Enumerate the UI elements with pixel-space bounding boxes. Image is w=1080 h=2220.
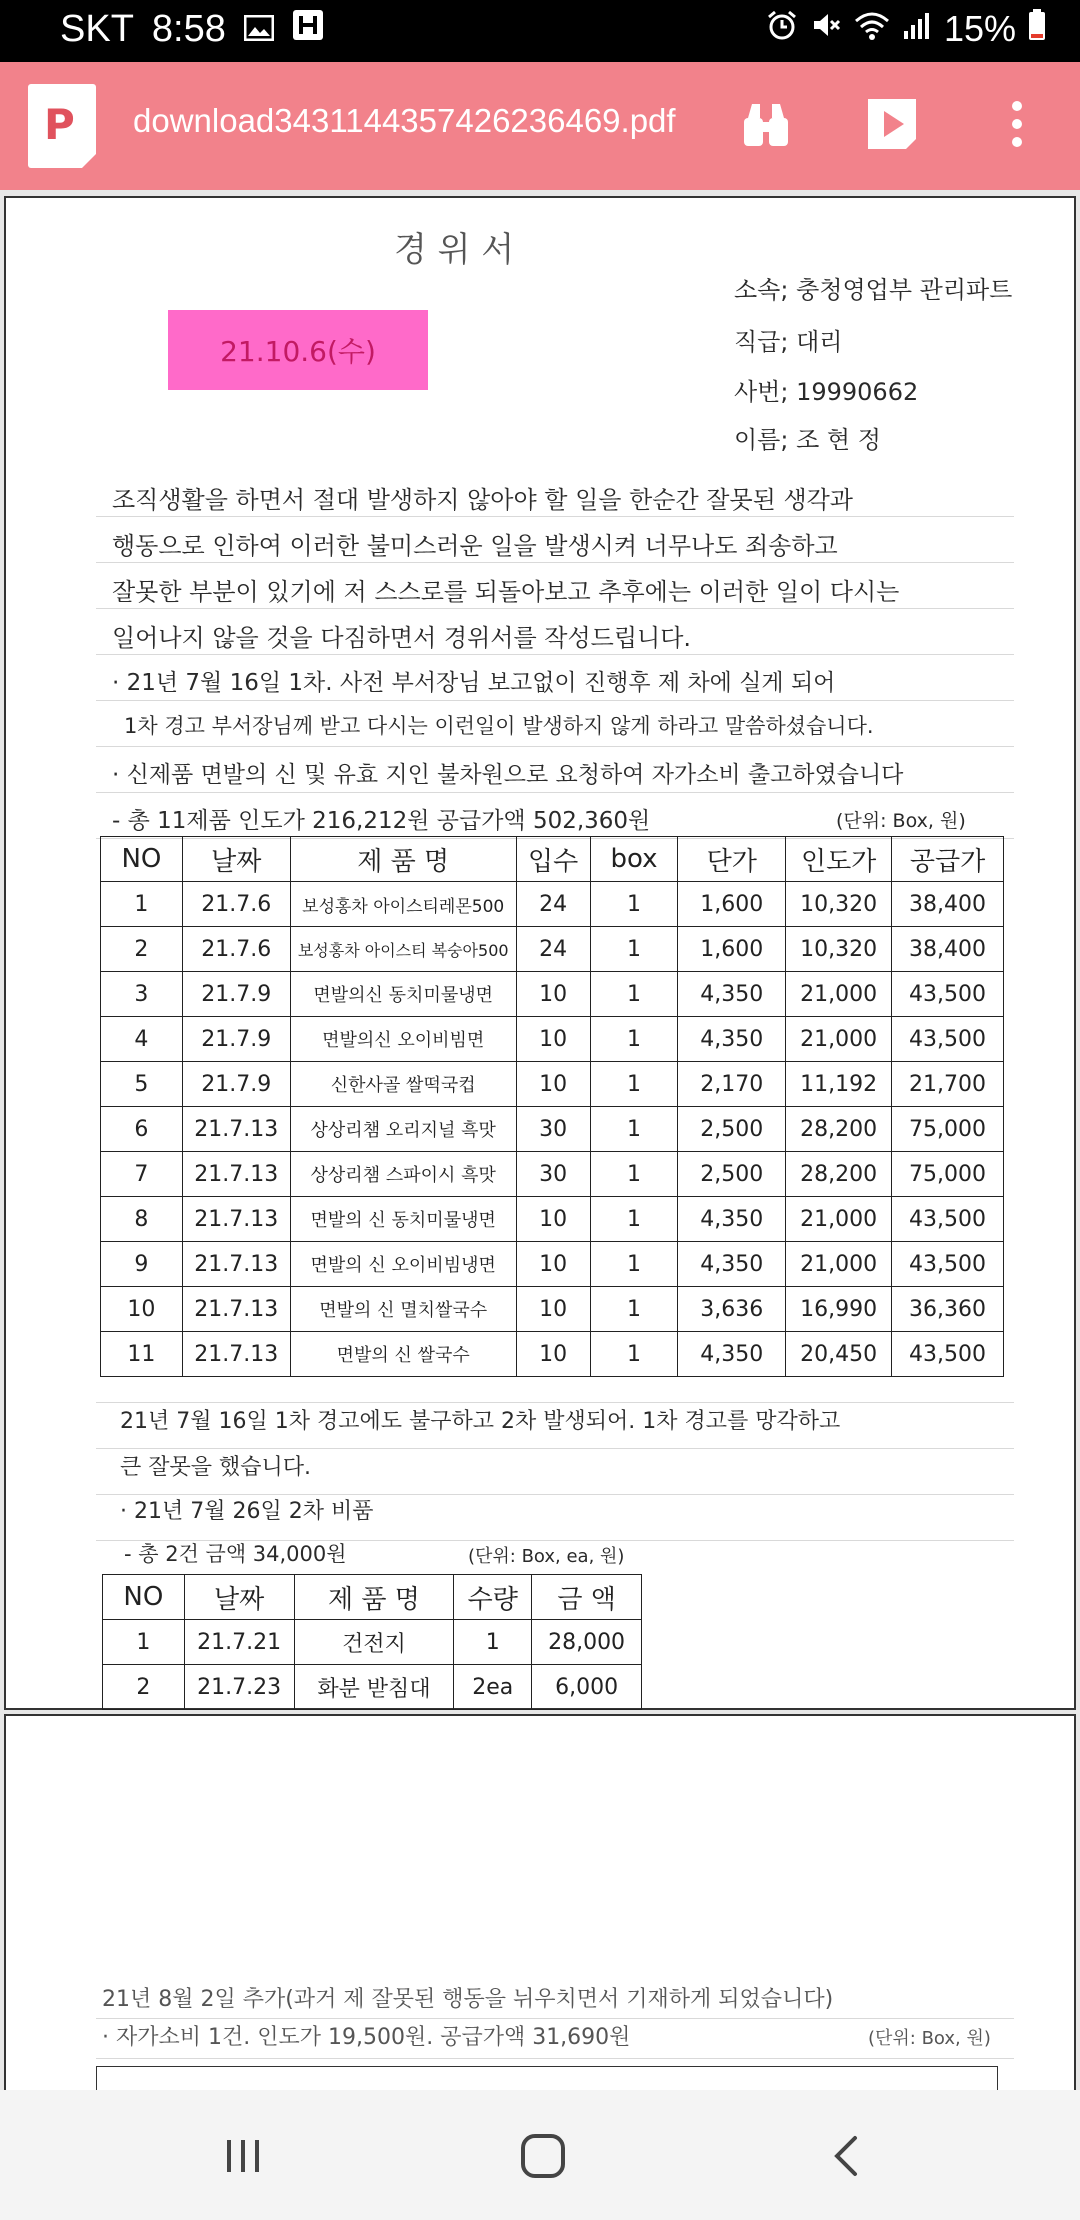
cell: 21,000 — [786, 972, 892, 1017]
app-toolbar — [0, 62, 1080, 190]
cell: 21,000 — [786, 1017, 892, 1062]
column-header: 제 품 명 — [294, 1575, 454, 1620]
cell: 36,360 — [892, 1287, 1004, 1332]
cell: 면발의 신 오이비빔냉면 — [290, 1242, 516, 1287]
column-header: NO — [101, 837, 183, 882]
cell: 1 — [454, 1620, 532, 1665]
cell: 28,000 — [532, 1620, 642, 1665]
cell: 21.7.9 — [182, 1017, 290, 1062]
summary-2: - 총 2건 금액 34,000원 — [124, 1542, 347, 1566]
intro-line: 행동으로 인하여 이러한 불미스러운 일을 발생시켜 너무나도 죄송하고 — [112, 532, 838, 560]
battery-icon — [1028, 8, 1046, 50]
cell: 21.7.21 — [184, 1620, 294, 1665]
table-row — [103, 1665, 642, 1710]
image-icon — [244, 8, 274, 51]
column-header: 날짜 — [184, 1575, 294, 1620]
cell: 1 — [590, 927, 678, 972]
column-header: 인도가 — [786, 837, 892, 882]
alarm-icon — [766, 8, 798, 50]
cell: 4,350 — [678, 972, 786, 1017]
table-row — [101, 882, 1004, 927]
cell: 상상리챔 스파이시 흑맛 — [290, 1152, 516, 1197]
cell: 21.7.13 — [182, 1197, 290, 1242]
cell: 10 — [516, 1332, 590, 1377]
page2-unit: (단위: Box, 원) — [868, 2028, 991, 2049]
cell: 21.7.23 — [184, 1665, 294, 1710]
cell: 43,500 — [892, 1242, 1004, 1287]
cell: 4,350 — [678, 1197, 786, 1242]
cell: 10 — [101, 1287, 183, 1332]
cell: 8 — [101, 1197, 183, 1242]
intro-line: 조직생활을 하면서 절대 발생하지 않아야 할 일을 한순간 잘못된 생각과 — [112, 486, 853, 514]
pdf-page-2 — [4, 1714, 1076, 2090]
cell: 38,400 — [892, 882, 1004, 927]
cell: 4,350 — [678, 1332, 786, 1377]
cell: 21,700 — [892, 1062, 1004, 1107]
cell: 21.7.13 — [182, 1287, 290, 1332]
column-header: 날짜 — [182, 837, 290, 882]
intro-line: 잘못한 부분이 있기에 저 스스로를 되돌아보고 추후에는 이러한 일이 다시는 — [112, 578, 900, 606]
back-icon — [827, 2132, 867, 2180]
status-bar — [0, 0, 1080, 62]
document-title: 경 위 서 — [394, 230, 515, 270]
cell: 4,350 — [678, 1017, 786, 1062]
page2-table-top — [96, 2066, 998, 2090]
cell: 1 — [590, 1332, 678, 1377]
cell: 면발의신 오이비빔면 — [290, 1017, 516, 1062]
cell: 1 — [101, 882, 183, 927]
column-header: 공급가 — [892, 837, 1004, 882]
cell: 면발의 신 동치미물냉면 — [290, 1197, 516, 1242]
table-row — [101, 1017, 1004, 1062]
table-row — [101, 972, 1004, 1017]
cell: 면발의 신 멸치쌀국수 — [290, 1287, 516, 1332]
pdf-app-icon[interactable] — [28, 84, 96, 168]
cell: 2,170 — [678, 1062, 786, 1107]
cell: 10 — [516, 972, 590, 1017]
more-options-button[interactable] — [985, 92, 1049, 156]
unit-2: (단위: Box, ea, 원) — [468, 1546, 625, 1567]
wifi-icon — [854, 8, 890, 50]
cell: 21.7.6 — [182, 927, 290, 972]
cell: 16,990 — [786, 1287, 892, 1332]
cell: 1 — [103, 1620, 185, 1665]
cell: 2ea — [454, 1665, 532, 1710]
table-row — [101, 1242, 1004, 1287]
cell: 21,000 — [786, 1242, 892, 1287]
cell: 24 — [516, 927, 590, 972]
cell: 28,200 — [786, 1107, 892, 1152]
cell: 10,320 — [786, 927, 892, 972]
intro-line: 일어나지 않을 것을 다짐하면서 경위서를 작성드립니다. — [112, 624, 692, 652]
cell: 21,000 — [786, 1197, 892, 1242]
cell: 1 — [590, 1287, 678, 1332]
play-icon — [866, 97, 918, 151]
back-button[interactable] — [807, 2126, 887, 2186]
mute-icon — [810, 8, 842, 50]
cell: 1 — [590, 1062, 678, 1107]
column-header: box — [590, 837, 678, 882]
incident2-line: 큰 잘못을 했습니다. — [120, 1455, 311, 1480]
cell: 1 — [590, 1197, 678, 1242]
cell: 신한사골 쌀떡국컵 — [290, 1062, 516, 1107]
incident1-line: 1차 경고 부서장님께 받고 다시는 이런일이 발생하지 않게 하라고 말씀하셨습니다. — [124, 714, 874, 738]
pdf-page-1 — [4, 196, 1076, 1710]
cell: 10 — [516, 1287, 590, 1332]
cell: 1 — [590, 882, 678, 927]
column-header: NO — [103, 1575, 185, 1620]
table-row — [101, 1197, 1004, 1242]
supplies-table — [102, 1574, 642, 1710]
date-sticky-note: 21.10.6(수) — [168, 310, 428, 390]
cell: 3,636 — [678, 1287, 786, 1332]
find-button[interactable] — [734, 92, 798, 156]
status-left — [60, 8, 324, 51]
cell: 면발의 신 쌀국수 — [290, 1332, 516, 1377]
cell: 20,450 — [786, 1332, 892, 1377]
table-row — [103, 1620, 642, 1665]
cell: 1,600 — [678, 927, 786, 972]
cell: 28,200 — [786, 1152, 892, 1197]
cell: 2 — [101, 927, 183, 972]
cell: 38,400 — [892, 927, 1004, 972]
table-row — [101, 1062, 1004, 1107]
slideshow-button[interactable] — [860, 92, 924, 156]
products-table — [100, 836, 1004, 1377]
cell: 4 — [101, 1017, 183, 1062]
table-row — [101, 927, 1004, 972]
page2-line: · 자가소비 1건. 인도가 19,500원. 공급가액 31,690원 — [102, 2025, 631, 2050]
cell: 21.7.13 — [182, 1152, 290, 1197]
cell: 43,500 — [892, 972, 1004, 1017]
cell: 21.7.6 — [182, 882, 290, 927]
cell: 3 — [101, 972, 183, 1017]
cell: 21.7.13 — [182, 1107, 290, 1152]
cell: 6 — [101, 1107, 183, 1152]
cell: 75,000 — [892, 1152, 1004, 1197]
column-header: 수량 — [454, 1575, 532, 1620]
cell: 24 — [516, 882, 590, 927]
cell: 면발의신 동치미물냉면 — [290, 972, 516, 1017]
pdf-viewer[interactable] — [0, 190, 1080, 2090]
cell: 10 — [516, 1017, 590, 1062]
table-row — [101, 1107, 1004, 1152]
cell: 6,000 — [532, 1665, 642, 1710]
recent-apps-button[interactable] — [203, 2126, 283, 2186]
cell: 1 — [590, 1017, 678, 1062]
cell: 2,500 — [678, 1107, 786, 1152]
signal-icon — [902, 8, 932, 50]
binoculars-icon — [740, 98, 792, 150]
table-row — [101, 1152, 1004, 1197]
document-filename: download3431144357426236469.pdf — [133, 102, 676, 139]
cell: 11,192 — [786, 1062, 892, 1107]
incident1-line: · 21년 7월 16일 1차. 사전 부서장님 보고없이 진행후 제 차에 실게 되어 — [112, 670, 836, 696]
cell: 21.7.13 — [182, 1332, 290, 1377]
cell: 4,350 — [678, 1242, 786, 1287]
cell: 1 — [590, 972, 678, 1017]
cell: 1,600 — [678, 882, 786, 927]
column-header: 금 액 — [532, 1575, 642, 1620]
more-vertical-icon — [1007, 99, 1027, 149]
cell: 43,500 — [892, 1332, 1004, 1377]
summary-1: - 총 11제품 인도가 216,212원 공급가액 502,360원 — [112, 808, 651, 834]
cell: 10 — [516, 1242, 590, 1287]
cell: 21.7.13 — [182, 1242, 290, 1287]
cell: 보성홍차 아이스티 복숭아500 — [290, 927, 516, 972]
cell: 11 — [101, 1332, 183, 1377]
cell: 보성홍차 아이스티레몬500 — [290, 882, 516, 927]
cell: 21.7.9 — [182, 1062, 290, 1107]
column-header: 입수 — [516, 837, 590, 882]
cell: 43,500 — [892, 1197, 1004, 1242]
cell: 9 — [101, 1242, 183, 1287]
system-navigation-bar — [0, 2090, 1080, 2220]
cell: 7 — [101, 1152, 183, 1197]
home-icon — [519, 2132, 567, 2180]
incident2-line: 21년 7월 16일 1차 경고에도 불구하고 2차 발생되어. 1차 경고를 망각하고 — [120, 1409, 841, 1434]
battery-percent: 15% — [943, 8, 1016, 49]
cell: 2,500 — [678, 1152, 786, 1197]
home-button[interactable] — [503, 2126, 583, 2186]
header-affiliation: 소속; 충청영업부 관리파트 — [734, 276, 1013, 304]
column-header: 단가 — [678, 837, 786, 882]
table-row — [101, 1287, 1004, 1332]
unit-1: (단위: Box, 원) — [836, 810, 966, 832]
column-header: 제 품 명 — [290, 837, 516, 882]
table-header-row — [101, 837, 1004, 882]
clock: 8:58 — [151, 8, 226, 50]
cell: 2 — [103, 1665, 185, 1710]
cell: 1 — [590, 1107, 678, 1152]
cell: 10,320 — [786, 882, 892, 927]
cell: 30 — [516, 1107, 590, 1152]
table-row — [101, 1332, 1004, 1377]
header-employee-id: 사번; 19990662 — [734, 378, 919, 406]
table-header-row — [103, 1575, 642, 1620]
cell: 43,500 — [892, 1017, 1004, 1062]
cell: 5 — [101, 1062, 183, 1107]
cell: 1 — [590, 1152, 678, 1197]
pdf-app-icon-letter: P — [44, 100, 75, 149]
status-right — [766, 8, 1046, 50]
cell: 상상리챔 오리지널 흑맛 — [290, 1107, 516, 1152]
cell: 75,000 — [892, 1107, 1004, 1152]
incident1-line: · 신제품 면발의 신 및 유효 지인 불차원으로 요청하여 자가소비 출고하였습니다 — [112, 762, 904, 788]
cell: 21.7.9 — [182, 972, 290, 1017]
recent-apps-icon — [221, 2134, 265, 2178]
cell: 10 — [516, 1062, 590, 1107]
cell: 30 — [516, 1152, 590, 1197]
cell: 1 — [590, 1242, 678, 1287]
carrier-label: SKT — [60, 8, 134, 50]
header-position: 직급; 대리 — [734, 328, 843, 356]
cell: 건전지 — [294, 1620, 454, 1665]
header-name: 이름; 조 현 정 — [734, 426, 881, 454]
cell: 10 — [516, 1197, 590, 1242]
page2-line: 21년 8월 2일 추가(과거 제 잘못된 행동을 뉘우치면서 기재하게 되었습니다) — [102, 1987, 834, 2012]
incident2-line: · 21년 7월 26일 2차 비품 — [120, 1499, 374, 1524]
h-icon — [292, 8, 324, 51]
cell: 화분 받침대 — [294, 1665, 454, 1710]
